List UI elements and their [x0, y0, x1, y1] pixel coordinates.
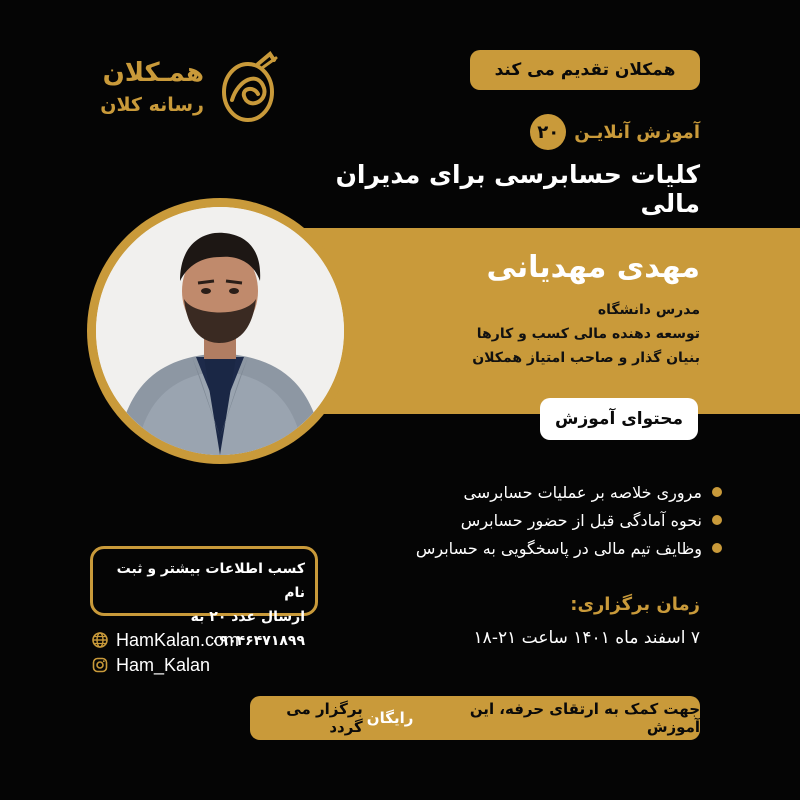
instagram-icon [92, 657, 108, 673]
list-item [282, 506, 722, 534]
bullet-icon [712, 515, 722, 525]
schedule-value: ۷ اسفند ماه ۱۴۰۱ ساعت ۲۱-۱۸ [473, 628, 700, 648]
website-text[interactable]: HamKalan.com [116, 629, 240, 650]
topic-text: وظایف تیم مالی در پاسخگویی به حسابرس [415, 538, 702, 558]
teacher-photo [96, 207, 344, 455]
course-title: کلیات حسابرسی برای مدیران مالی [335, 160, 700, 218]
globe-icon [92, 632, 108, 648]
kalan-calligraphy-logo-icon [218, 50, 282, 126]
instagram-contact[interactable] [92, 653, 210, 677]
list-item [282, 534, 722, 562]
registration-line2: ارسال عدد ۲۰ به ۰۹۰۴۶۴۷۱۸۹۹ [190, 609, 305, 649]
teacher-name: مهدی مهدیانی [486, 250, 700, 285]
bullet-icon [712, 543, 722, 553]
topic-text: نحوه آمادگی قبل از حضور حسابرس [460, 510, 702, 530]
online-label-text: آموزش آنلایـن [574, 121, 700, 143]
registration-line1: کسب اطلاعات بیشتر و ثبت نام [116, 561, 305, 601]
bullet-icon [712, 487, 722, 497]
instagram-text[interactable]: Ham_Kalan [116, 654, 211, 675]
content-label: محتوای آموزش [540, 398, 698, 440]
online-course-label [530, 114, 700, 150]
footer-highlight: رایگان [366, 709, 414, 727]
footer-text-before: جهت کمک به ارتقای حرفه، این آموزش [469, 700, 700, 736]
topic-text: مروری خلاصه بر عملیات حسابرسی [463, 482, 702, 502]
footer-banner [250, 696, 700, 740]
bio-line: مدرس دانشگاه [597, 302, 700, 318]
footer-text-after: برگزار می گردد [286, 700, 363, 736]
online-number-badge: ۲۰ [530, 114, 566, 150]
teacher-bio [380, 298, 700, 370]
presents-banner: همکلان تقدیم می کند [470, 50, 700, 90]
list-item [282, 478, 722, 506]
teacher-portrait-icon [96, 207, 344, 455]
brand-logo [102, 50, 282, 130]
brand-name: همـکلان [102, 58, 204, 88]
schedule-label: زمان برگزاری: [570, 594, 700, 615]
bio-line: توسعه دهنده مالی کسب و کارها [476, 326, 700, 342]
website-contact[interactable] [92, 628, 239, 652]
brand-subtitle: رسانه کلان [100, 94, 204, 116]
bio-line: بنیان گذار و صاحب امتیاز همکلان [472, 350, 700, 366]
topics-list [282, 478, 722, 562]
